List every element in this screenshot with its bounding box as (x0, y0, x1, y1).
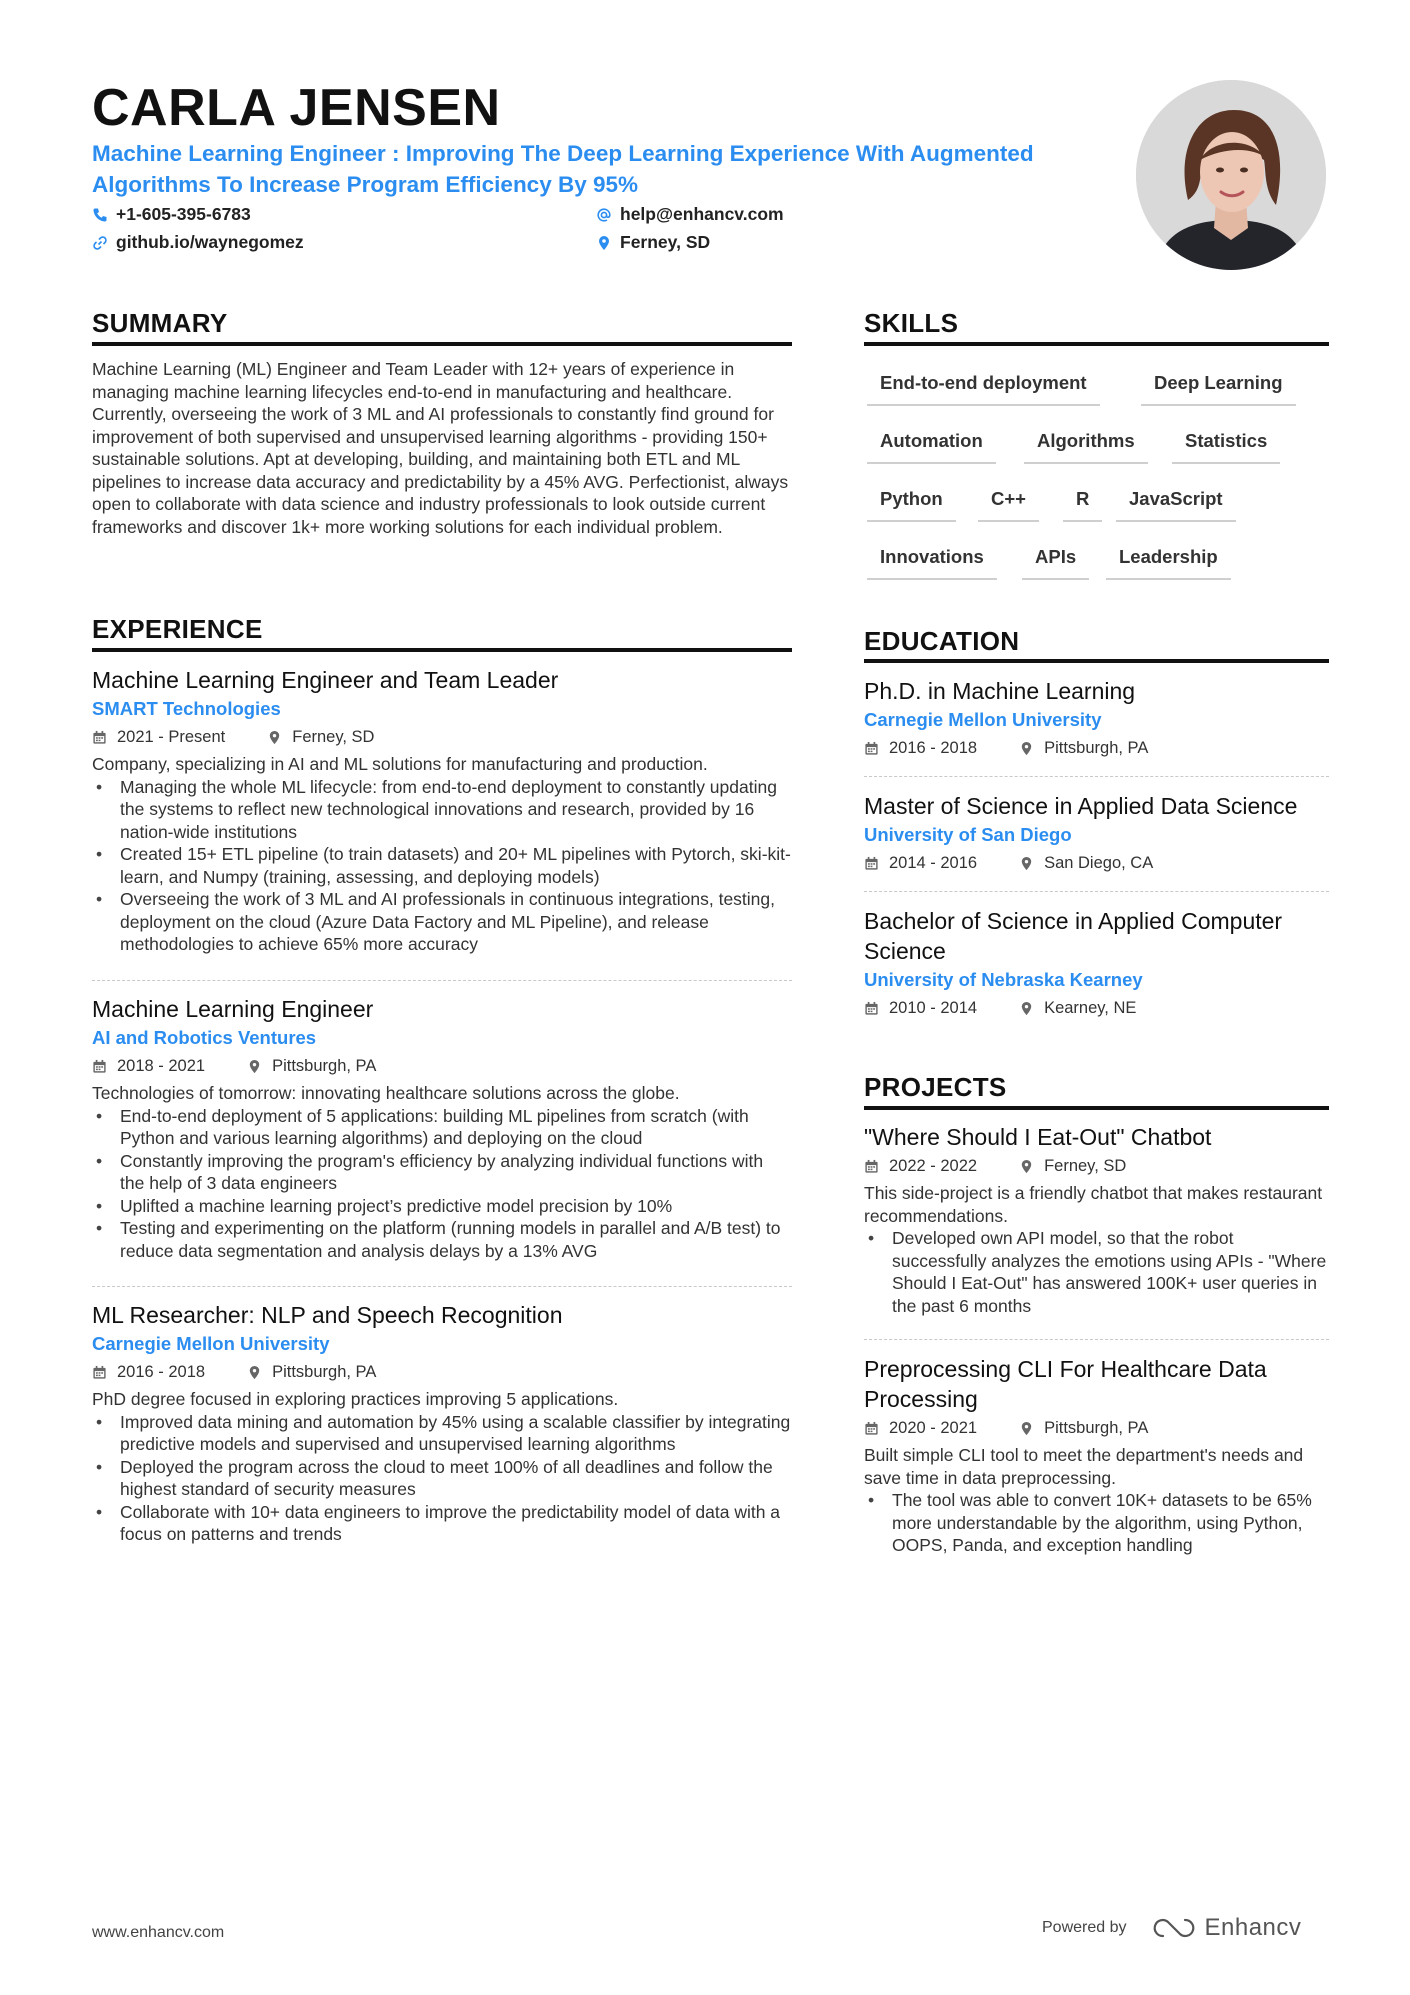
location-pin-icon (1019, 856, 1034, 871)
summary-title: SUMMARY (92, 308, 228, 338)
entry-divider (92, 1286, 792, 1287)
skill-tag: Python (867, 488, 956, 522)
bullet-item: • Improved data mining and automation by 45% using a scalable classifier by integrating predictive models and supervised and unsupervised learning algorithms (92, 1411, 792, 1456)
school: University of Nebraska Kearney (864, 969, 1143, 990)
degree: Bachelor of Science in Applied Computer Science (864, 908, 1283, 964)
bullet-item: • Developed own API model, so that the robot successfully analyzes the emotions using APIs - "Where Should I Eat-Out" has answered 100K+ user queries in the past 6 months (864, 1227, 1329, 1317)
education-entry (864, 791, 1329, 877)
contact-email[interactable] (596, 204, 784, 225)
education-location: Pittsburgh, PA (1044, 738, 1149, 757)
powered-by-label: Powered by (1042, 1919, 1127, 1936)
job-meta (92, 1052, 792, 1080)
skills-rule (864, 342, 1329, 346)
entry-divider (864, 891, 1329, 892)
project-bullets (864, 1227, 1329, 1317)
skill-tag: Deep Learning (1141, 372, 1296, 406)
enhancv-brand[interactable] (1151, 1914, 1302, 1942)
location-pin-icon (247, 1365, 262, 1380)
project-location: Pittsburgh, PA (1044, 1418, 1149, 1437)
education-entry (864, 906, 1329, 1022)
calendar-icon (92, 730, 107, 745)
at-icon (596, 207, 612, 223)
phone-icon (92, 207, 108, 223)
email-text[interactable]: help@enhancv.com (620, 204, 784, 224)
skill-tag: R (1063, 488, 1102, 522)
calendar-icon (92, 1059, 107, 1074)
job-role: Machine Learning Engineer (92, 996, 374, 1022)
skill-tag: Leadership (1106, 546, 1231, 580)
job-meta (92, 723, 792, 751)
entry-divider (92, 980, 792, 981)
project-description: Built simple CLI tool to meet the department's needs and save time in data preprocessing. (864, 1445, 1304, 1488)
calendar-icon (864, 856, 879, 871)
job-dates: 2016 - 2018 (117, 1362, 206, 1381)
degree: Master of Science in Applied Data Science (864, 793, 1298, 819)
education-location: San Diego, CA (1044, 853, 1154, 872)
brand-name: Enhancv (1204, 1914, 1302, 1941)
skill-tag: Innovations (867, 546, 997, 580)
calendar-icon (864, 1001, 879, 1016)
calendar-icon (864, 1421, 879, 1436)
job-description: Technologies of tomorrow: innovating healthcare solutions across the globe. (92, 1083, 680, 1103)
experience-rule (92, 648, 792, 652)
degree: Ph.D. in Machine Learning (864, 678, 1136, 704)
contact-phone (92, 204, 251, 225)
location-pin-icon (596, 235, 612, 251)
job-company: SMART Technologies (92, 698, 281, 719)
projects-rule (864, 1106, 1329, 1110)
job-location: Pittsburgh, PA (272, 1056, 377, 1075)
location-pin-icon (1019, 741, 1034, 756)
location-pin-icon (1019, 1159, 1034, 1174)
summary-text: Machine Learning (ML) Engineer and Team Leader with 12+ years of experience in managing machine learning lifecycles end-to-end in manufacturing and healthcare. Currently, overseeing the work of 3 ML and AI professionals to constantly find ground for improvement of both supervised and unsupervised learning algorithms - providing 150+ sustainable solutions. Apt at developing, building, and maintaining both ETL and ML pipelines to increase data accuracy and predictability by a 45% AVG. Perfectionist, always open to collaborate with data science and industry professionals to look outside current frameworks and discover 1k+ more working solutions for each individual problem. (92, 359, 789, 537)
projects-title: PROJECTS (864, 1072, 1007, 1102)
location-pin-icon (247, 1059, 262, 1074)
bullet-item: • Managing the whole ML lifecycle: from end-to-end deployment to constantly updating the systems to reflect new technological innovations and research, provided by 16 nation-wide institutions (92, 776, 792, 844)
school: University of San Diego (864, 824, 1072, 845)
summary-rule (92, 342, 792, 346)
project-name: Preprocessing CLI For Healthcare Data Processing (864, 1356, 1267, 1412)
job-role: Machine Learning Engineer and Team Leader (92, 667, 559, 693)
job-meta (92, 1358, 792, 1386)
website-text[interactable]: github.io/waynegomez (116, 232, 304, 252)
contact-location (596, 232, 710, 253)
job-location: Ferney, SD (292, 727, 375, 746)
project-meta (864, 1414, 1329, 1442)
education-dates: 2014 - 2016 (889, 853, 978, 872)
experience-entry (92, 994, 792, 1262)
education-entry (864, 676, 1329, 762)
project-dates: 2020 - 2021 (889, 1418, 978, 1437)
education-dates: 2010 - 2014 (889, 998, 978, 1017)
calendar-icon (92, 1365, 107, 1380)
skill-tag: Algorithms (1024, 430, 1148, 464)
bullet-item: • Deployed the program across the cloud to meet 100% of all deadlines and follow the highest standard of security measures (92, 1456, 792, 1501)
bullet-item: • Created 15+ ETL pipeline (to train datasets) and 20+ ML pipelines with Pytorch, ski-kit-learn, and Numpy (training, assessing, and deploying models) (92, 843, 792, 888)
location-pin-icon (267, 730, 282, 745)
job-role: ML Researcher: NLP and Speech Recognition (92, 1302, 563, 1328)
project-description: This side-project is a friendly chatbot that makes restaurant recommendations. (864, 1183, 1323, 1226)
project-entry (864, 1354, 1329, 1557)
experience-entry (92, 1300, 792, 1546)
footer-branding (1042, 1914, 1301, 1942)
bullet-item: • Collaborate with 10+ data engineers to improve the predictability model of data with a focus on patterns and trends (92, 1501, 792, 1546)
profile-photo-image (1136, 80, 1326, 270)
skill-tag: Statistics (1172, 430, 1280, 464)
project-location: Ferney, SD (1044, 1156, 1127, 1175)
entry-divider (864, 776, 1329, 777)
skill-tag: Automation (867, 430, 996, 464)
project-name: "Where Should I Eat-Out" Chatbot (864, 1124, 1212, 1150)
location-pin-icon (1019, 1001, 1034, 1016)
education-rule (864, 659, 1329, 663)
bullet-item: • Overseeing the work of 3 ML and AI professionals in continuous integrations, testing, deployment on the cloud (Azure Data Factory and ML Pipeline), and release methodologies to achieve 65% more accuracy (92, 888, 792, 956)
footer-website[interactable]: www.enhancv.com (92, 1924, 225, 1941)
job-dates: 2018 - 2021 (117, 1056, 206, 1075)
location-pin-icon (1019, 1421, 1034, 1436)
job-description: PhD degree focused in exploring practices improving 5 applications. (92, 1389, 619, 1409)
headline: Machine Learning Engineer : Improving The Deep Learning Experience With Augmented Algorithms To Increase Program Efficiency By 95% (92, 141, 1034, 197)
job-bullets (92, 1411, 792, 1546)
job-bullets (92, 1105, 792, 1263)
phone-text: +1-605-395-6783 (116, 204, 251, 224)
skill-tag: APIs (1022, 546, 1089, 580)
skills-title: SKILLS (864, 308, 959, 338)
education-dates: 2016 - 2018 (889, 738, 978, 757)
education-meta (864, 734, 1329, 762)
bullet-item: • Uplifted a machine learning project’s predictive model precision by 10% (92, 1195, 792, 1218)
project-entry (864, 1122, 1329, 1317)
candidate-name: CARLA JENSEN (92, 79, 501, 137)
calendar-icon (864, 1159, 879, 1174)
project-bullets (864, 1489, 1329, 1557)
school: Carnegie Mellon University (864, 709, 1102, 730)
calendar-icon (864, 741, 879, 756)
education-location: Kearney, NE (1044, 998, 1137, 1017)
job-company: AI and Robotics Ventures (92, 1027, 317, 1048)
experience-title: EXPERIENCE (92, 614, 263, 644)
education-meta (864, 849, 1329, 877)
experience-entry (92, 665, 792, 956)
job-dates: 2021 - Present (117, 727, 226, 746)
location-text: Ferney, SD (620, 232, 711, 252)
contact-website[interactable] (92, 232, 304, 253)
bullet-item: • Constantly improving the program's efficiency by analyzing individual functions with the help of 3 data engineers (92, 1150, 792, 1195)
bullet-item: • Testing and experimenting on the platform (running models in parallel and A/B test) to reduce data segmentation and analysis delays by a 13% AVG (92, 1217, 792, 1262)
education-title: EDUCATION (864, 626, 1020, 656)
skill-tag: End-to-end deployment (867, 372, 1100, 406)
skill-tag: C++ (978, 488, 1039, 522)
education-meta (864, 994, 1329, 1022)
job-location: Pittsburgh, PA (272, 1362, 377, 1381)
job-company: Carnegie Mellon University (92, 1333, 330, 1354)
bullet-item: • The tool was able to convert 10K+ datasets to be 65% more understandable by the algorithm, using Python, OOPS, Panda, and exception handling (864, 1489, 1329, 1557)
project-meta (864, 1152, 1329, 1180)
project-dates: 2022 - 2022 (889, 1156, 978, 1175)
job-description: Company, specializing in AI and ML solutions for manufacturing and production. (92, 754, 708, 774)
entry-divider (864, 1339, 1329, 1340)
profile-photo (1136, 80, 1326, 270)
bullet-item: • End-to-end deployment of 5 applications: building ML pipelines from scratch (with Python and various learning algorithms) and deploying on the cloud (92, 1105, 792, 1150)
enhancv-logo-icon (1151, 1916, 1197, 1940)
skill-tag: JavaScript (1116, 488, 1236, 522)
job-bullets (92, 776, 792, 956)
link-icon (92, 235, 108, 251)
